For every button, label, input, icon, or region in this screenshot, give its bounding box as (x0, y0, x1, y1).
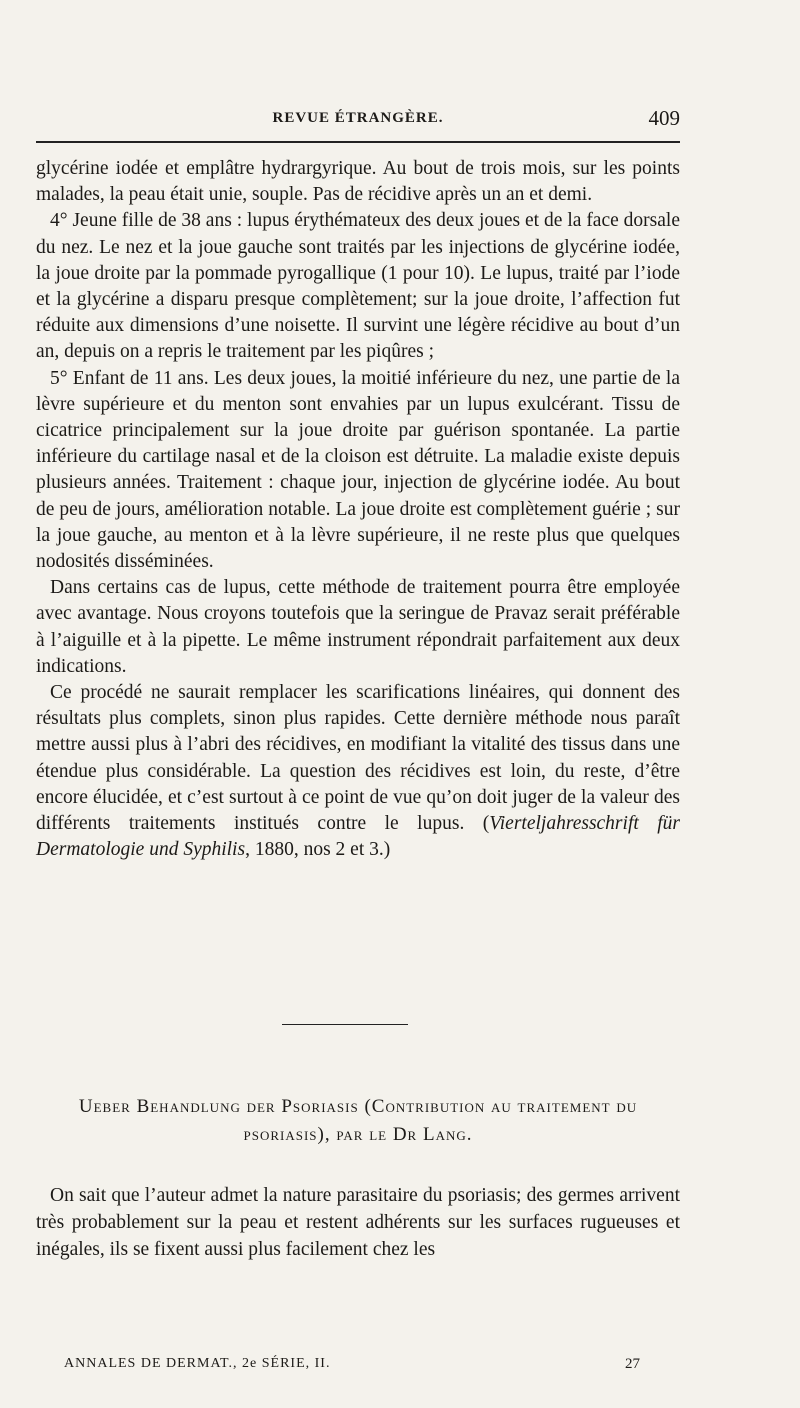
body-text (36, 156, 680, 863)
footer-signature: ANNALES DE DERMAT., 2e SÉRIE, II. (64, 1356, 331, 1371)
article-title (36, 1093, 680, 1149)
citation-details: , 1880, nos 2 et 3.) (245, 839, 391, 861)
paragraph-4: Dans certains cas de lupus, cette méthode de traitement pourra être employée avec avantage. Nous croyons toutefois que la seringue de Pravaz serait préférable à l’aiguille et à la pipette. Le même instrument répondrait parfaitement aux deux indications. (36, 577, 680, 677)
article-title-line-2: psoriasis), par le Dr Lang. (243, 1124, 473, 1145)
section-separator (282, 1024, 408, 1025)
paragraph-1: glycérine iodée et emplâtre hydrargyrique. Au bout de trois mois, sur les points malades, la peau était unie, souple. Pas de récidive après un an et demi. (36, 158, 680, 206)
paragraph-5-text: Ce procédé ne saurait remplacer les scarifications linéaires, qui donnent des résultats plus complets, sinon plus rapides. Cette dernière méthode nous paraît mettre aussi plus à l’abri des récidives, en modifiant la vitalité des tissus dans une étendue plus considérable. La question des récidives est loin, du reste, d’être encore élucidée, et c’est surtout à ce point de vue qu’on doit juger de la valeur des différents traitements institués contre le lupus. ( (36, 682, 680, 835)
article-body (36, 1182, 680, 1263)
citation-journal: Vierteljahresschrift für Dermatologie und Syphilis (36, 813, 681, 861)
footer (36, 1356, 680, 1378)
paragraph-2: 4° Jeune fille de 38 ans : lupus érythémateux des deux joues et de la face dorsale du nez. Le nez et la joue gauche sont traités par les injections de glycérine iodée, la joue droite par la pommade pyrogallique (1 pour 10). Le lupus, traité par l’iode et la glycérine a disparu presque complètement; sur la joue droite, l’affection fut réduite aux dimensions d’une noisette. Il survint une légère récidive au bout d’un an, depuis on a repris le traitement par les piqûres ; (36, 210, 680, 363)
running-head (36, 106, 680, 132)
article-title-line-1: Ueber Behandlung der Psoriasis (Contribution au traitement du (78, 1096, 638, 1117)
paragraph-3: 5° Enfant de 11 ans. Les deux joues, la moitié inférieure du nez, une partie de la lèvre supérieure et du menton sont envahies par un lupus exulcérant. Tissu de cicatrice principalement sur la joue droite par guérison spontanée. La partie inférieure du cartilage nasal et de la cloison est détruite. La maladie existe depuis plusieurs années. Traitement : chaque jour, injection de glycérine iodée. Au bout de peu de jours, amélioration notable. La joue droite est complètement guérie ; sur la joue gauche, au menton et à la lèvre supérieure, il ne reste plus que quelques nodosités disséminées. (36, 367, 680, 573)
page-number: 409 (648, 106, 680, 130)
footer-sheet-number: 27 (625, 1356, 640, 1372)
header-rule (36, 141, 680, 143)
paragraph-5 (36, 680, 680, 863)
article-paragraph-1: On sait que l’auteur admet la nature parasitaire du psoriasis; des germes arrivent très probablement sur la peau et restent adhérents sur les surfaces rugueuses et inégales, ils se fixent aussi plus facilement chez les (36, 1185, 680, 1260)
running-title: REVUE ÉTRANGÈRE. (272, 110, 444, 126)
